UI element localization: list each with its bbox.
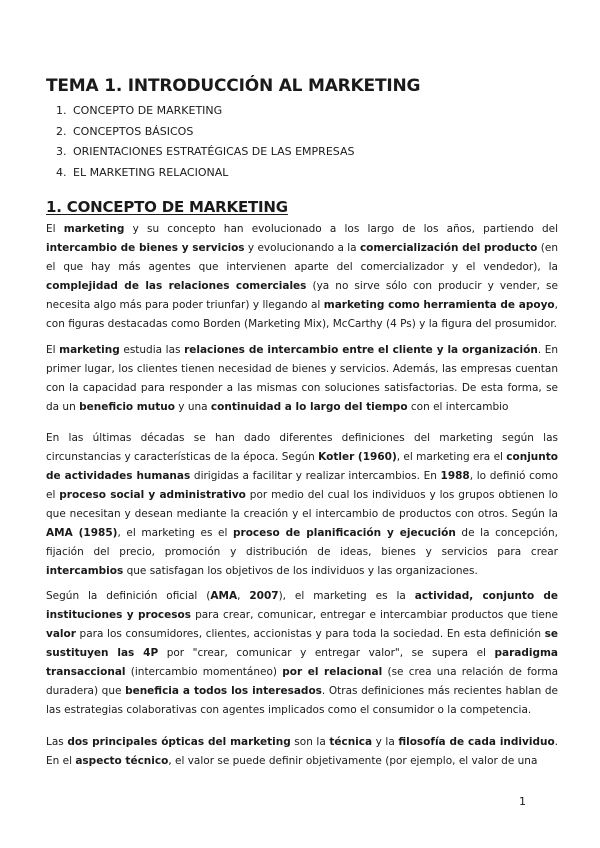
text-run: , lo definió como el (46, 470, 558, 501)
toc-item (56, 163, 354, 184)
bold-term: proceso de planificación y ejecución (233, 527, 456, 539)
text-run: con el intercambio (407, 401, 509, 413)
text-run: El (46, 344, 60, 356)
toc-item-label: CONCEPTO DE MARKETING (73, 104, 223, 117)
toc-item-label: ORIENTACIONES ESTRATÉGICAS DE LAS EMPRESAS (73, 145, 355, 158)
bold-term: intercambio de bienes y servicios (46, 242, 245, 254)
bold-term: comercialización del producto (359, 242, 538, 254)
bold-term: relaciones de intercambio entre el cliente y la organización (184, 344, 538, 356)
bold-term: marketing como herramienta de apoyo (323, 299, 555, 311)
text-run: En las últimas décadas se han dado diferentes definiciones del marketing según las circunstancias y características de la época. Según (46, 432, 558, 463)
text-run: (intercambio momentáneo) (125, 666, 283, 678)
bold-term: beneficia a todos los interesados (125, 685, 322, 697)
bold-term: beneficio mutuo (79, 401, 175, 413)
paragraph (46, 733, 558, 771)
text-run: . En el (46, 736, 558, 767)
text-run: y la (372, 736, 399, 748)
text-run: son la (290, 736, 330, 748)
text-run: , el marketing es el (117, 527, 233, 539)
toc-item-number: 4. (56, 165, 67, 179)
bold-term: se sustituyen las 4P (46, 628, 558, 659)
toc-item-number: 3. (56, 145, 67, 158)
bold-term: marketing (59, 344, 120, 356)
text-run: (ya no sirve sólo con producir y vender, se necesita algo más para poder triunfar) y llegando al (46, 280, 558, 311)
paragraph (46, 587, 558, 720)
bold-term: proceso social y administrativo (59, 489, 246, 501)
text-run: , (237, 590, 250, 602)
paragraph (46, 341, 558, 417)
bold-term: por el relacional (282, 666, 383, 678)
toc-item-label: EL MARKETING RELACIONAL (73, 165, 229, 179)
bold-term: Kotler (1960) (318, 451, 397, 463)
text-run: por "crear, comunicar y entregar valor", se supera el (158, 647, 495, 659)
bold-term: 1988 (440, 470, 470, 482)
bold-term: intercambios (46, 565, 124, 577)
bold-term: técnica (329, 736, 373, 748)
bold-term: conjunto de actividades humanas (46, 451, 558, 482)
bold-term: dos principales ópticas del marketing (67, 736, 291, 748)
bold-term: complejidad de las relaciones comerciales (46, 280, 307, 292)
bold-term: paradigma transaccional (46, 647, 559, 678)
document-title: TEMA 1. INTRODUCCIÓN AL MARKETING (46, 76, 421, 96)
text-run: . Otras definiciones más recientes hablan de las estrategias colaborativas con agentes implicados como el consumidor o la competencia. (46, 685, 558, 716)
table-of-contents (56, 101, 354, 183)
bold-term: actividad, conjunto de instituciones y procesos (46, 590, 559, 621)
text-run: , el marketing era el (396, 451, 507, 463)
paragraph (46, 220, 558, 334)
toc-item-label: CONCEPTOS BÁSICOS (73, 124, 194, 138)
text-run: para los consumidores, clientes, accionistas y para toda la sociedad. En esta definición (75, 628, 545, 640)
text-run: (se crea una relación de forma duradera) que (46, 666, 558, 697)
bold-term: valor (46, 628, 76, 640)
toc-item-number: 2. (56, 124, 67, 138)
text-run: El (46, 223, 64, 235)
text-run: dirigidas a facilitar y realizar intercambios. En (190, 470, 441, 482)
text-run: Según la definición oficial ( (46, 590, 211, 602)
text-run: ), el marketing es la (278, 590, 415, 602)
bold-term: AMA (210, 590, 238, 602)
bold-term: marketing (63, 223, 125, 235)
text-run: y su concepto han evolucionado a los largo de los años, partiendo del (124, 223, 559, 235)
toc-item (56, 122, 354, 143)
bold-term: continuidad a lo largo del tiempo (210, 401, 408, 413)
text-run: por medio del cual los individuos y los grupos obtienen lo que necesitan y desean mediante la creación y el intercambio de productos con otros. Según la (46, 489, 558, 520)
text-run: Las (46, 736, 68, 748)
text-run: (en el que hay más agentes que intervienen aparte del comercializador y el vendedor), la (46, 242, 558, 273)
toc-item (56, 142, 354, 163)
bold-term: AMA (1985) (46, 527, 118, 539)
text-run: y evolucionando a la (244, 242, 360, 254)
text-run: , con figuras destacadas como Borden (Marketing Mix), McCarthy (4 Ps) y la figura del prosumidor. (46, 299, 558, 330)
text-run: de la concepción, fijación del precio, promoción y distribución de ideas, bienes y servicios para crear (46, 527, 558, 558)
section-heading: 1. CONCEPTO DE MARKETING (46, 198, 288, 216)
page-number: 1 (519, 795, 526, 808)
toc-item (56, 101, 354, 122)
bold-term: aspecto técnico (75, 755, 169, 767)
bold-term: filosofía de cada individuo (398, 736, 555, 748)
text-run: que satisfagan los objetivos de los individuos y las organizaciones. (123, 565, 478, 577)
paragraph (46, 429, 558, 581)
text-run: y una (174, 401, 211, 413)
text-run: para crear, comunicar, entregar e intercambiar productos que tiene (190, 609, 558, 621)
toc-item-number: 1. (56, 104, 67, 117)
text-run: , el valor se puede definir objetivamente (por ejemplo, el valor de una (168, 755, 538, 767)
text-run: . En primer lugar, los clientes tienen necesidad de bienes y servicios. Además, las empresas cuentan con la capacidad para responder a las mismas con soluciones satisfactorias. De esta forma, se da un (46, 344, 559, 413)
bold-term: 2007 (249, 590, 279, 602)
text-run: estudia las (119, 344, 185, 356)
